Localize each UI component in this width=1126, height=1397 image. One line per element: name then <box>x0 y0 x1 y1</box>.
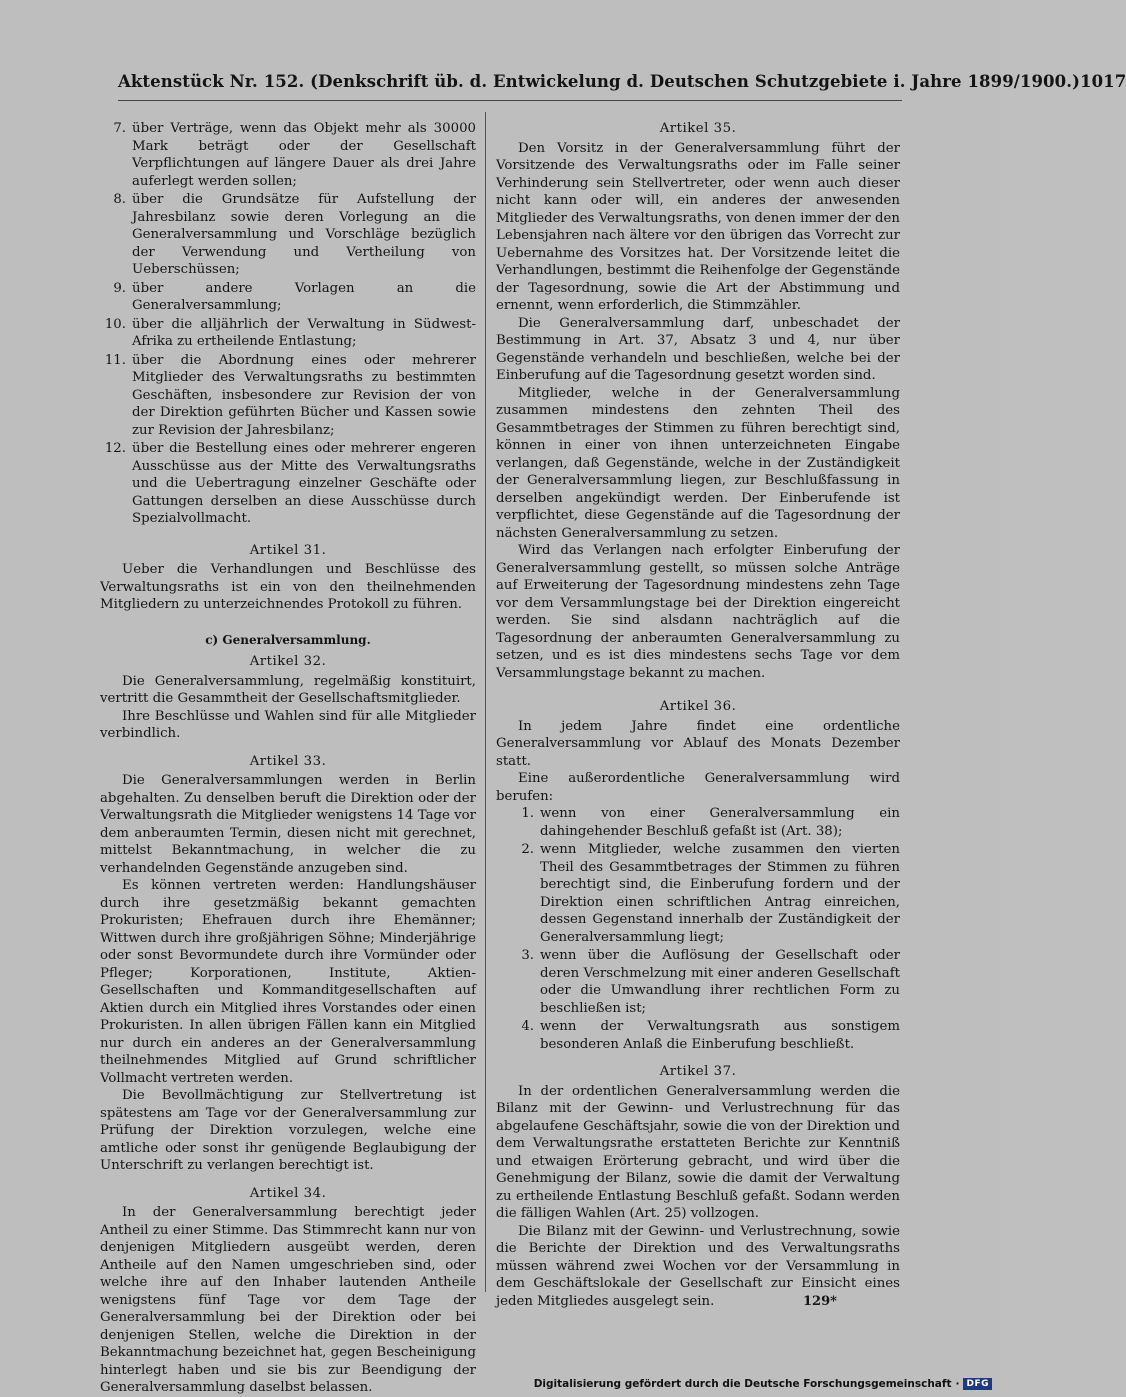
left-column <box>100 120 476 1397</box>
header-rule <box>118 100 902 101</box>
list-item <box>100 316 476 351</box>
article-34-paragraph: In der Generalversammlung berechtigt jeder Antheil zu einer Stimme. Das Stimmrecht kann nur von denjenigen Mitgliedern ausgeübt werden, deren Antheile auf den Namen umgeschrieben sind, oder welche ihre auf den Inhaber lautenden Antheile wenigstens fünf Tage vor dem Tage der Generalversammlung bei der Direktion oder bei denjenigen Stellen, welche die Direktion in der Bekanntmachung bezeichnet hat, gegen Bescheinigung hinterlegt haben und sie bis zur Beendigung der Generalversammlung daselbst belassen. <box>100 1205 476 1395</box>
article-37-paragraph-1: In der ordentlichen Generalversammlung werden die Bilanz mit der Gewinn- und Verlustrechnung für das abgelaufene Geschäftsjahr, sowie die von der Direktion und dem Verwaltungsrathe erstatteten Berichte zur Kenntniß und etwaigen Erörterung gebracht, und wird über die Genehmigung der Bilanz, sowie die damit der Verwaltung zu ertheilende Entlastung Beschluß gefaßt. Sodann werden die fälligen Wahlen (Art. 25) vollzogen. <box>496 1083 900 1221</box>
section-heading-generalversammlung: c) Generalversammlung. <box>205 632 371 647</box>
article-36-heading: Artikel 36. <box>659 699 737 714</box>
footer-text: Digitalisierung gefördert durch die Deutsche Forschungsgemeinschaft <box>533 1378 952 1390</box>
article-32-paragraph-1: Die Generalversammlung, regelmäßig konstituirt, vertritt die Gesammtheit der Gesellschaftsmitglieder. <box>100 673 476 706</box>
column-divider <box>485 112 486 1292</box>
article-32-paragraph-2: Ihre Beschlüsse und Wahlen sind für alle Mitglieder verbindlich. <box>100 708 476 741</box>
list-item <box>496 841 900 946</box>
header-page-number: 1017 <box>1079 72 1126 91</box>
running-header <box>118 72 1126 91</box>
digitization-footer <box>534 1378 992 1390</box>
right-column <box>496 120 900 1310</box>
item-text: über andere Vorlagen an die Generalversammlung; <box>132 280 476 313</box>
list-item <box>496 1018 900 1053</box>
item-text: über die Abordnung eines oder mehrerer Mitglieder des Verwaltungsraths zu bestimmten Geschäften, insbesondere zur Revision der von der Direktion geführten Bücher und Kassen sowie zur Revision der Jahresbilanz; <box>132 352 476 438</box>
list-item <box>496 947 900 1017</box>
article-36-paragraph-1: In jedem Jahre findet eine ordentliche Generalversammlung vor Ablauf des Monats Dezember statt. <box>496 718 900 769</box>
article-36-paragraph-2: Eine außerordentliche Generalversammlung wird berufen: <box>496 771 900 804</box>
article-35-paragraph-2: Die Generalversammlung darf, unbeschadet der Bestimmung in Art. 37, Absatz 3 und 4, nur über Gegenstände verhandeln und beschließen, welche bei der Einberufung auf die Tagesordnung gesetzt worden sind. <box>496 315 900 383</box>
article-37-heading: Artikel 37. <box>659 1064 737 1079</box>
item-number: 11. <box>104 352 126 368</box>
list-item <box>100 120 476 190</box>
article-34-heading: Artikel 34. <box>249 1185 327 1201</box>
item-text: wenn über die Auflösung der Gesellschaft oder deren Verschmelzung mit einer anderen Gesellschaft oder die Umwandlung ihrer rechtlichen Form zu beschließen ist; <box>540 948 900 1016</box>
article-31-heading: Artikel 31. <box>249 542 327 558</box>
footer-separator: · <box>955 1378 960 1390</box>
list-item <box>496 805 900 840</box>
signature-mark: 129* <box>803 1294 837 1309</box>
article-35-paragraph-4: Wird das Verlangen nach erfolgter Einberufung der Generalversammlung gestellt, so müssen solche Anträge auf Erweiterung der Tagesordnung mindestens zehn Tage vor dem Versammlungstage bei der Direktion eingereicht werden. Sie sind alsdann nachträglich auf die Tagesordnung der anberaumten Generalversammlung zu setzen, und es ist dies mindestens sechs Tage vor dem Versammlungstage bekannt zu machen. <box>496 543 900 681</box>
article-31-paragraph: Ueber die Verhandlungen und Beschlüsse des Verwaltungsraths ist ein von den theilnehmenden Mitgliedern zu unterzeichnendes Protokoll zu führen. <box>100 562 476 612</box>
article-35-paragraph-3: Mitglieder, welche in der Generalversammlung zusammen mindestens den zehnten Theil des Gesammtbetrages der Stimmen zu führen berechtigt sind, können in einer von ihnen unterzeichneten Eingabe verlangen, daß Gegenstände, welche in der Zuständigkeit der Generalversammlung liegen, zur Beschlußfassung in derselben angekündigt werden. Der Einberufende ist verpflichtet, diese Gegenstände auf die Tagesordnung der nächsten Generalversammlung zu setzen. <box>496 385 900 541</box>
article-33-paragraph-1: Die Generalversammlungen werden in Berlin abgehalten. Zu denselben beruft die Direktion oder der Verwaltungsrath die Mitglieder wenigstens 14 Tage vor dem anberaumten Termin, diesen nicht mit gerechnet, mittelst Bekanntmachung, in welcher die zu verhandelnden Gegenstände anzugeben sind. <box>100 773 476 876</box>
list-item <box>100 191 476 279</box>
item-text: wenn Mitglieder, welche zusammen den vierten Theil des Gesammtbetrages der Stimmen zu führen berechtigt sind, die Einberufung fordern und der Direktion einen schriftlichen Antrag einreichen, dessen Gegenstand innerhalb der Zuständigkeit der Generalversammlung liegt; <box>540 842 900 945</box>
item-number: 3. <box>521 948 534 963</box>
item-text: wenn von einer Generalversammlung ein dahingehender Beschluß gefaßt ist (Art. 38); <box>540 806 900 839</box>
item-number: 1. <box>521 806 534 821</box>
item-text: über Verträge, wenn das Objekt mehr als 30000 Mark beträgt oder der Gesellschaft Verpflichtungen auf längere Dauer als drei Jahre auferlegt werden sollen; <box>132 121 476 189</box>
article-32-heading: Artikel 32. <box>249 654 327 669</box>
item-number: 10. <box>104 316 126 332</box>
header-title: Aktenstück Nr. 152. (Denkschrift üb. d. Entwickelung d. Deutschen Schutzgebiete i. Jahre 1899/1900.) <box>118 72 1080 91</box>
item-number: 12. <box>104 441 126 456</box>
article-33-paragraph-2: Es können vertreten werden: Handlungshäuser durch ihre gesetzmäßig bekannt gemachten Prokuristen; Ehefrauen durch ihre Ehemänner; Wittwen durch ihre großjährigen Söhne; Minderjährige oder sonst Bevormundete durch ihre Vormünder oder Pfleger; Korporationen, Institute, Aktien-Gesellschaften und Kommanditgesellschaften auf Aktien durch ein Mitglied ihres Vorstandes oder einen Prokuristen. In allen übrigen Fällen kann ein Mitglied nur durch ein anderes an der Generalversammlung theilnehmendes Mitglied auf Grund schriftlicher Vollmacht vertreten werden. <box>100 878 476 1086</box>
item-text: über die Bestellung eines oder mehrerer engeren Ausschüsse aus der Mitte des Verwaltungsraths und die Uebertragung einzelner Geschäfte oder Gattungen derselben an diese Ausschüsse durch Spezialvollmacht. <box>132 441 476 526</box>
item-number: 2. <box>521 842 534 857</box>
item-text: über die Grundsätze für Aufstellung der Jahresbilanz sowie deren Vorlegung an die Generalversammlung und Vorschläge bezüglich der Verwendung und Vertheilung von Ueberschüssen; <box>132 192 476 277</box>
list-item <box>100 440 476 528</box>
item-text: über die alljährlich der Verwaltung in Südwest-Afrika zu ertheilende Entlastung; <box>132 316 476 349</box>
item-number: 8. <box>113 192 126 207</box>
list-item <box>100 352 476 440</box>
item-number: 4. <box>521 1019 534 1034</box>
article-35-heading: Artikel 35. <box>659 121 737 136</box>
list-item <box>100 280 476 315</box>
item-number: 9. <box>113 280 126 296</box>
item-text: wenn der Verwaltungsrath aus sonstigem besonderen Anlaß die Einberufung beschließt. <box>540 1019 900 1052</box>
dfg-logo-icon: DFG <box>963 1378 992 1390</box>
article-33-paragraph-3: Die Bevollmächtigung zur Stellvertretung ist spätestens am Tage vor der Generalversammlung zur Prüfung der Direktion vorzulegen, welche eine amtliche oder sonst ihr genügende Beglaubigung der Unterschrift zu verlangen berechtigt ist. <box>100 1088 476 1173</box>
item-number: 7. <box>113 121 126 136</box>
article-33-heading: Artikel 33. <box>249 753 327 769</box>
article-35-paragraph-1: Den Vorsitz in der Generalversammlung führt der Vorsitzende des Verwaltungsraths oder im Falle seiner Verhinderung sein Stellvertreter, oder wenn auch dieser nicht kann oder will, ein anderes der anwesenden Mitglieder des Verwaltungsraths, von denen immer der den Lebensjahren nach ältere vor den übrigen das Vorrecht zur Uebernahme des Vorsitzes hat. Der Vorsitzende leitet die Verhandlungen, bestimmt die Reihenfolge der Gegenstände der Tagesordnung, sowie die Art der Abstimmung und ernennt, wenn erforderlich, die Stimmzähler. <box>496 140 900 313</box>
article-37-paragraph-2: Die Bilanz mit der Gewinn- und Verlustrechnung, sowie die Berichte der Direktion und des Verwaltungsraths müssen während zwei Wochen vor der Versammlung in dem Geschäftslokale der Gesellschaft zur Einsicht eines jeden Mitgliedes ausgelegt sein. <box>496 1223 900 1309</box>
